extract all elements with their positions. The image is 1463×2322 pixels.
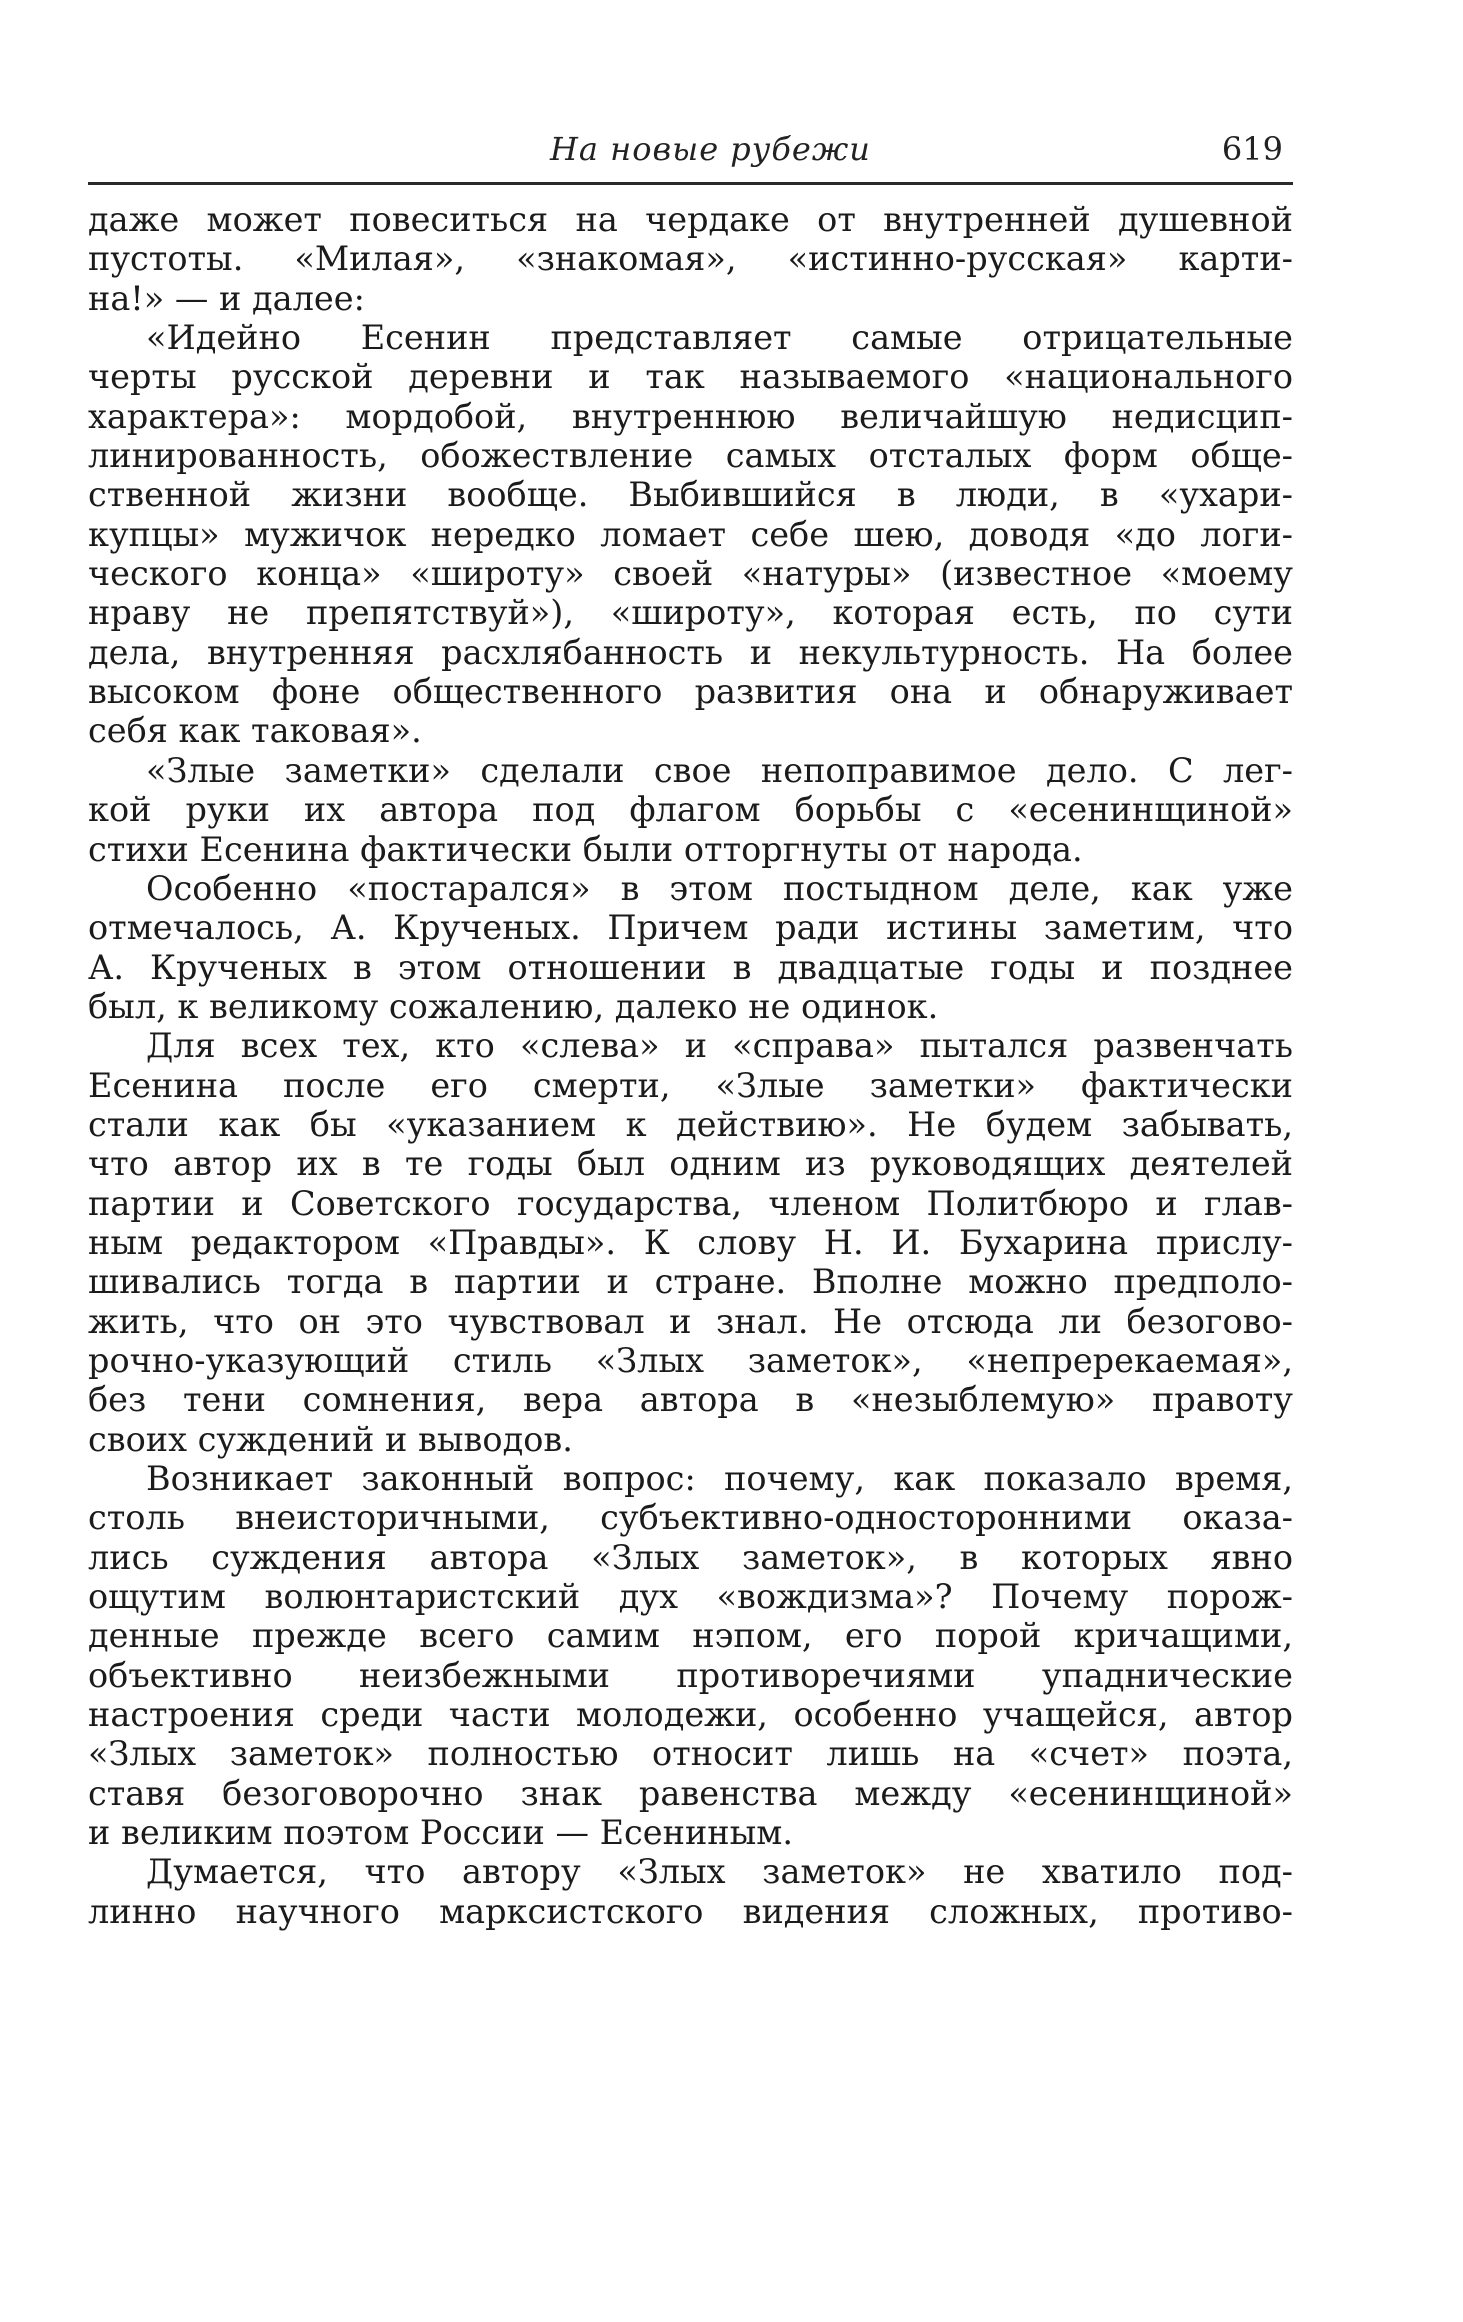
text-line: «Злых заметок» полностью относит лишь на «счет» поэта,: [88, 1734, 1293, 1774]
text-line: партии и Советского государства, членом Политбюро и глав-: [88, 1183, 1293, 1223]
text-line: ным редактором «Правды». К слову Н. И. Бухарина прислу-: [88, 1222, 1293, 1262]
text-line: ставя безоговорочно знак равенства между «есенинщиной»: [88, 1773, 1293, 1813]
text-line: стали как бы «указанием к действию». Не будем забывать,: [88, 1104, 1293, 1144]
paragraph: [88, 1459, 1293, 1852]
text-line: линно научного марксистского видения сложных, противо-: [88, 1891, 1293, 1931]
text-line: пустоты. «Милая», «знакомая», «истинно-русская» карти-: [88, 239, 1293, 279]
header-rule: [88, 182, 1293, 185]
text-line: что автор их в те годы был одним из руководящих деятелей: [88, 1144, 1293, 1184]
text-line: на!» — и далее:: [88, 278, 365, 318]
text-line: денные прежде всего самим нэпом, его порой кричащими,: [88, 1616, 1293, 1656]
text-line: нраву не препятствуй»), «широту», которая есть, по сути: [88, 593, 1293, 633]
text-line: кой руки их автора под флагом борьбы с «есенинщиной»: [88, 790, 1293, 830]
text-line: был, к великому сожалению, далеко не одинок.: [88, 986, 939, 1026]
page-number: 619: [1221, 130, 1283, 168]
text-line: жить, что он это чувствовал и знал. Не отсюда ли безогово-: [88, 1301, 1293, 1341]
text-line: стихи Есенина фактически были отторгнуты от народа.: [88, 829, 1083, 869]
text-line: столь внеисторичными, субъективно-односторонними оказа-: [88, 1498, 1293, 1538]
body-text: [88, 200, 1293, 1931]
text-line: Для всех тех, кто «слева» и «справа» пытался развенчать: [146, 1026, 1293, 1066]
text-line: характера»: мордобой, внутреннюю величайшую недисцип-: [88, 396, 1293, 436]
text-line: линированность, обожествление самых отсталых форм обще-: [88, 436, 1293, 476]
text-line: и великим поэтом России — Есениным.: [88, 1813, 793, 1853]
text-line: высоком фоне общественного развития она и обнаруживает: [88, 672, 1293, 712]
text-line: дела, внутренняя расхлябанность и некультурность. На более: [88, 632, 1293, 672]
text-line: Думается, что автору «Злых заметок» не хватило под-: [146, 1852, 1293, 1892]
text-line: Особенно «постарался» в этом постыдном деле, как уже: [146, 868, 1293, 908]
text-line: лись суждения автора «Злых заметок», в которых явно: [88, 1537, 1293, 1577]
paragraph: [88, 318, 1293, 751]
text-line: рочно-указующий стиль «Злых заметок», «непререкаемая»,: [88, 1340, 1293, 1380]
paragraph: [88, 869, 1293, 1026]
text-line: А. Крученых в этом отношении в двадцатые годы и позднее: [88, 947, 1293, 987]
text-line: себя как таковая».: [88, 711, 422, 751]
text-line: отмечалось, А. Крученых. Причем ради истины заметим, что: [88, 908, 1293, 948]
paragraph: [88, 200, 1293, 318]
text-line: ощутим волюнтаристский дух «вождизма»? Почему порож-: [88, 1577, 1293, 1617]
text-line: настроения среди части молодежи, особенно учащейся, автор: [88, 1695, 1293, 1735]
paragraph: [88, 1852, 1293, 1931]
text-line: шивались тогда в партии и стране. Вполне можно предполо-: [88, 1262, 1293, 1302]
text-line: «Идейно Есенин представляет самые отрицательные: [146, 318, 1293, 358]
text-line: своих суждений и выводов.: [88, 1419, 573, 1459]
text-line: купцы» мужичок нередко ломает себе шею, доводя «до логи-: [88, 514, 1293, 554]
text-line: Возникает законный вопрос: почему, как показало время,: [146, 1459, 1293, 1498]
running-title: На новые рубежи: [550, 130, 871, 168]
text-line: ственной жизни вообще. Выбившийся в люди, в «ухари-: [88, 475, 1293, 515]
running-head: [88, 126, 1291, 170]
paragraph: [88, 751, 1293, 869]
text-line: Есенина после его смерти, «Злые заметки» фактически: [88, 1065, 1293, 1105]
text-line: ческого конца» «широту» своей «натуры» (известное «моему: [88, 554, 1293, 594]
text-line: объективно неизбежными противоречиями упаднические: [88, 1655, 1293, 1695]
text-line: «Злые заметки» сделали свое непоправимое дело. С лег-: [146, 750, 1293, 790]
text-line: без тени сомнения, вера автора в «незыблемую» правоту: [88, 1380, 1293, 1420]
text-line: даже может повеситься на чердаке от внутренней душевной: [88, 200, 1293, 239]
text-line: черты русской деревни и так называемого «национального: [88, 357, 1293, 397]
paragraph: [88, 1026, 1293, 1459]
